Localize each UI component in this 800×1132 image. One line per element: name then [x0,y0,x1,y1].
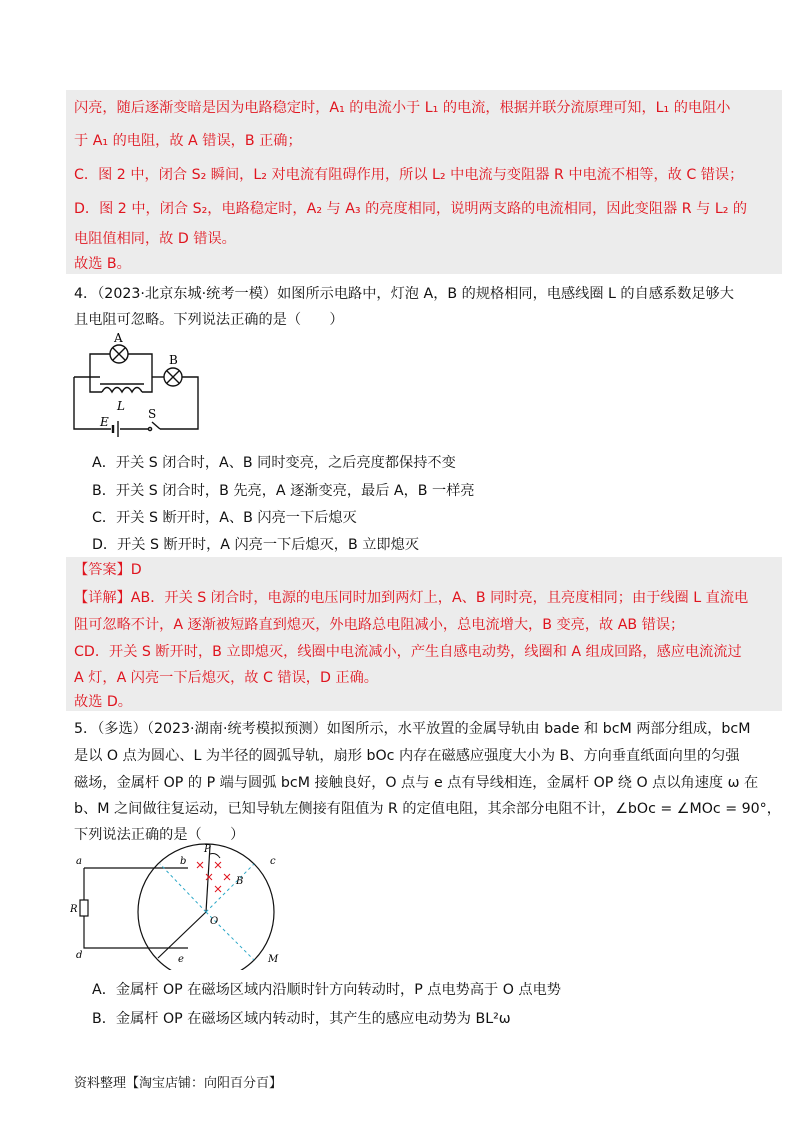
q4-option: B．开关 S 闭合时，B 先亮，A 逐渐变亮，最后 A，B 一样亮 [92,483,475,499]
q4-analysis-line: 阻可忽略不计，A 逐渐被短路直到熄灭，外电路总电阻减小，总电流增大，B 变亮，故 AB 错误； [74,617,685,633]
q4-option: C．开关 S 断开时，A、B 闪亮一下后熄灭 [92,510,357,526]
analysis-line: 故选 B。 [74,256,131,272]
lamp-a-label: A [114,332,123,345]
q4-analysis-line: 【详解】AB．开关 S 闭合时，电源的电压同时加到两灯上，A、B 同时亮，且亮度相同；由于线圈 L 直流电 [74,590,749,606]
page-footer: 资料整理【淘宝店铺：向阳百分百】 [74,1076,283,1091]
lamp-b-label: B [169,353,178,367]
q5-stem: b、M 之间做往复运动，已知导轨左侧接有阻值为 R 的定值电阻，其余部分电阻不计，∠bOc = ∠MOc = 90°， [74,801,781,817]
q5-stem: 磁场，金属杆 OP 的 P 端与圆弧 bcM 接触良好，O 点与 e 点有导线相连，金属杆 OP 绕 O 点以角速度 ω 在 [74,775,759,791]
analysis-line: 于 A₁ 的电阻，故 A 错误，B 正确； [74,133,302,149]
q5-stem: 是以 O 点为圆心、L 为半径的圆弧导轨，扇形 bOc 内存在磁感应强度大小为 B、方向垂直纸面向里的匀强 [74,748,740,764]
q4-analysis-line: CD．开关 S 断开时，B 立即熄灭，线圈中电流减小，产生自感电动势，线圈和 A 组成回路，感应电流流过 [74,644,742,660]
switch-label: S [148,407,157,421]
q4-stem: 且电阻可忽略。下列说法正确的是（ ） [74,312,344,328]
battery-label: E [100,415,109,429]
q5-option: B．金属杆 OP 在磁场区域内转动时，其产生的感应电动势为 BL²ω [92,1011,511,1027]
q4-stem: 4．（2023·北京东城·统考一模）如图所示电路中，灯泡 A，B 的规格相同，电感线圈 L 的自感系数足够大 [74,286,734,302]
label-b: b [180,856,187,867]
label-c: c [270,856,276,867]
q5-rail-figure [70,842,310,970]
q5-stem: 下列说法正确的是（ ） [74,827,245,843]
label-field-b: B [236,876,244,887]
label-p: P [204,844,211,855]
q4-option: D．开关 S 断开时，A 闪亮一下后熄灭，B 立即熄灭 [92,537,419,553]
q4-circuit-figure [70,332,210,440]
analysis-line: 电阻值相同，故 D 错误。 [74,231,236,247]
q5-stem: 5．（多选）（2023·湖南·统考模拟预测）如图所示，水平放置的金属导轨由 bade 和 bcM 两部分组成，bcM [74,721,751,737]
label-m: M [268,954,279,965]
analysis-line: 闪亮，随后逐渐变暗是因为电路稳定时，A₁ 的电流小于 L₁ 的电流，根据并联分流原理可知，L₁ 的电阻小 [74,100,731,116]
label-d: d [76,950,83,961]
q4-analysis-line: 故选 D。 [74,694,132,710]
label-a: a [76,856,82,867]
q4-analysis-line: A 灯，A 闪亮一下后熄灭，故 C 错误，D 正确。 [74,670,378,686]
inductor-label: L [117,399,125,413]
analysis-line: D．图 2 中，闭合 S₂，电路稳定时，A₂ 与 A₃ 的亮度相同，说明两支路的电流相同，因此变阻器 R 与 L₂ 的 [74,201,748,217]
q5-option: A．金属杆 OP 在磁场区域内沿顺时针方向转动时，P 点电势高于 O 点电势 [92,982,561,998]
analysis-line: C．图 2 中，闭合 S₂ 瞬间，L₂ 对电流有阻碍作用，所以 L₂ 中电流与变阻器 R 中电流不相等，故 C 错误； [74,167,744,183]
q4-answer: 【答案】D [74,562,142,578]
label-r: R [70,904,78,915]
q4-option: A．开关 S 闭合时，A、B 同时变亮，之后亮度都保持不变 [92,455,456,471]
label-o: O [210,916,219,927]
label-e: e [178,954,184,965]
